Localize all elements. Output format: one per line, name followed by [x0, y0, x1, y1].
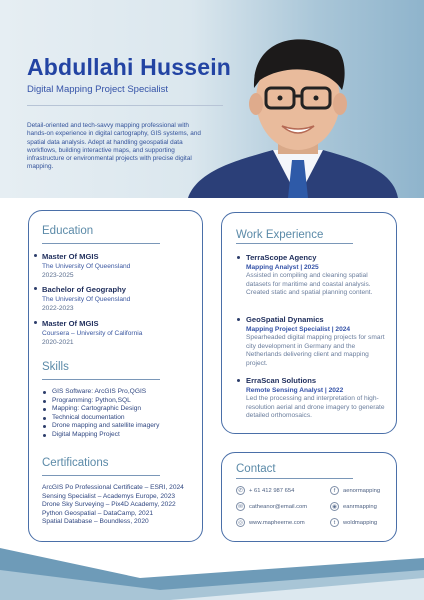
skills-list [42, 388, 159, 440]
skill-item: Digital Mapping Project [42, 431, 159, 440]
candidate-role: Digital Mapping Project Specialist [27, 84, 168, 95]
skills-underline [42, 379, 160, 380]
contact-facebook[interactable] [330, 486, 380, 495]
bullet-icon [237, 256, 240, 259]
bottom-wave-decoration [0, 548, 424, 600]
education-degree: Bachelor of Geography [42, 285, 126, 294]
twitter-icon: t [330, 518, 339, 527]
certifications-list [42, 484, 184, 527]
certification-item: Python Geospatial – DataCamp, 2021 [42, 509, 154, 517]
education-underline [42, 243, 160, 244]
certifications-underline [42, 475, 160, 476]
job-company: GeoSpatial Dynamics [246, 315, 324, 324]
education-item [42, 252, 192, 280]
job-description: Assisted in compiling and cleaning spatial datasets for maritime and coastal analysis. Created static and spatial planning content. [246, 272, 373, 297]
facebook-icon: f [330, 486, 339, 495]
twitter-handle: woldmapping [343, 519, 378, 526]
skill-item: GIS Software: ArcGIS Pro,QGIS [42, 388, 159, 397]
education-title: Education [42, 225, 94, 237]
education-item [42, 285, 192, 313]
job-company: TerraScope Agency [246, 253, 317, 262]
profile-summary: Detail-oriented and tech-savvy mapping professional with hands-on experience in digital cartography, GIS systems, and spatial data analysis. Adept at handling geospatial data workflows, building interactive maps, and supporting infrastructure or environmental projects with precise digital mapping. [27, 122, 201, 171]
certification-item: Sensing Specialist – Academys Europe, 2023 [42, 492, 176, 500]
contact-instagram[interactable] [330, 502, 377, 511]
skills-title: Skills [42, 361, 69, 373]
job-title: Mapping Analyst | 2025 [246, 264, 319, 271]
contact-website[interactable] [236, 518, 305, 527]
certification-item: Drone Sky Surveying – Pix4D Academy, 2022 [42, 501, 176, 509]
job-entry [246, 315, 386, 368]
job-entry [246, 253, 386, 298]
bullet-icon [237, 379, 240, 382]
education-years: 2022-2023 [42, 305, 74, 312]
job-description: Led the processing and interpretation of high-resolution aerial and drone imagery to generate detailed orthomosaics. [246, 395, 385, 420]
contact-email[interactable] [236, 502, 307, 511]
instagram-icon: ◉ [330, 502, 339, 511]
job-entry [246, 376, 386, 421]
skill-item: Drone mapping and satellite imagery [42, 422, 159, 431]
education-school: The University Of Queensland [42, 263, 131, 270]
phone-number: + 61 412 987 654 [249, 487, 295, 494]
work-underline [236, 243, 353, 244]
facebook-handle: aenormapping [343, 487, 381, 494]
contact-underline [236, 478, 353, 479]
phone-icon: ✆ [236, 486, 245, 495]
job-title: Mapping Project Specialist | 2024 [246, 326, 351, 333]
header-divider [27, 105, 223, 106]
education-degree: Master Of MGIS [42, 319, 99, 328]
website-url: www.mapheerne.com [249, 519, 305, 526]
education-years: 2023-2025 [42, 272, 74, 279]
certifications-title: Certifications [42, 457, 109, 469]
education-years: 2020-2021 [42, 339, 74, 346]
skill-item: Mapping: Cartographic Design [42, 405, 159, 414]
job-company: ErraScan Solutions [246, 376, 317, 385]
contact-twitter[interactable] [330, 518, 377, 527]
education-degree: Master Of MGIS [42, 252, 99, 261]
certification-item: Spatial Database – Boundless, 2020 [42, 518, 149, 526]
instagram-handle: eanrmapping [343, 503, 377, 510]
email-address: catheanor@email.com [249, 503, 308, 510]
work-title: Work Experience [236, 229, 324, 241]
certification-item: ArcGIS Po Professional Certificate – ESRI, 2024 [42, 484, 184, 491]
candidate-name: Abdullahi Hussein [27, 54, 232, 80]
globe-icon: ◎ [236, 518, 245, 527]
bullet-icon [237, 318, 240, 321]
bullet-icon [34, 254, 37, 257]
contact-phone[interactable] [236, 486, 294, 495]
email-icon: ✉ [236, 502, 245, 511]
contact-title: Contact [236, 463, 276, 475]
bullet-icon [34, 287, 37, 290]
education-school: Coursera – University of California [42, 330, 143, 337]
job-title: Remote Sensing Analyst | 2022 [246, 387, 344, 394]
skill-item: Technical documentation [42, 414, 159, 423]
bullet-icon [34, 321, 37, 324]
job-description: Spearheaded digital mapping projects for smart city development in Germany and the Netherlands delivering client and mapping project. [246, 334, 385, 367]
skill-item: Programming: Python,SQL [42, 397, 159, 406]
education-school: The University Of Queensland [42, 296, 131, 303]
education-item [42, 319, 192, 347]
profile-photo [178, 10, 398, 198]
